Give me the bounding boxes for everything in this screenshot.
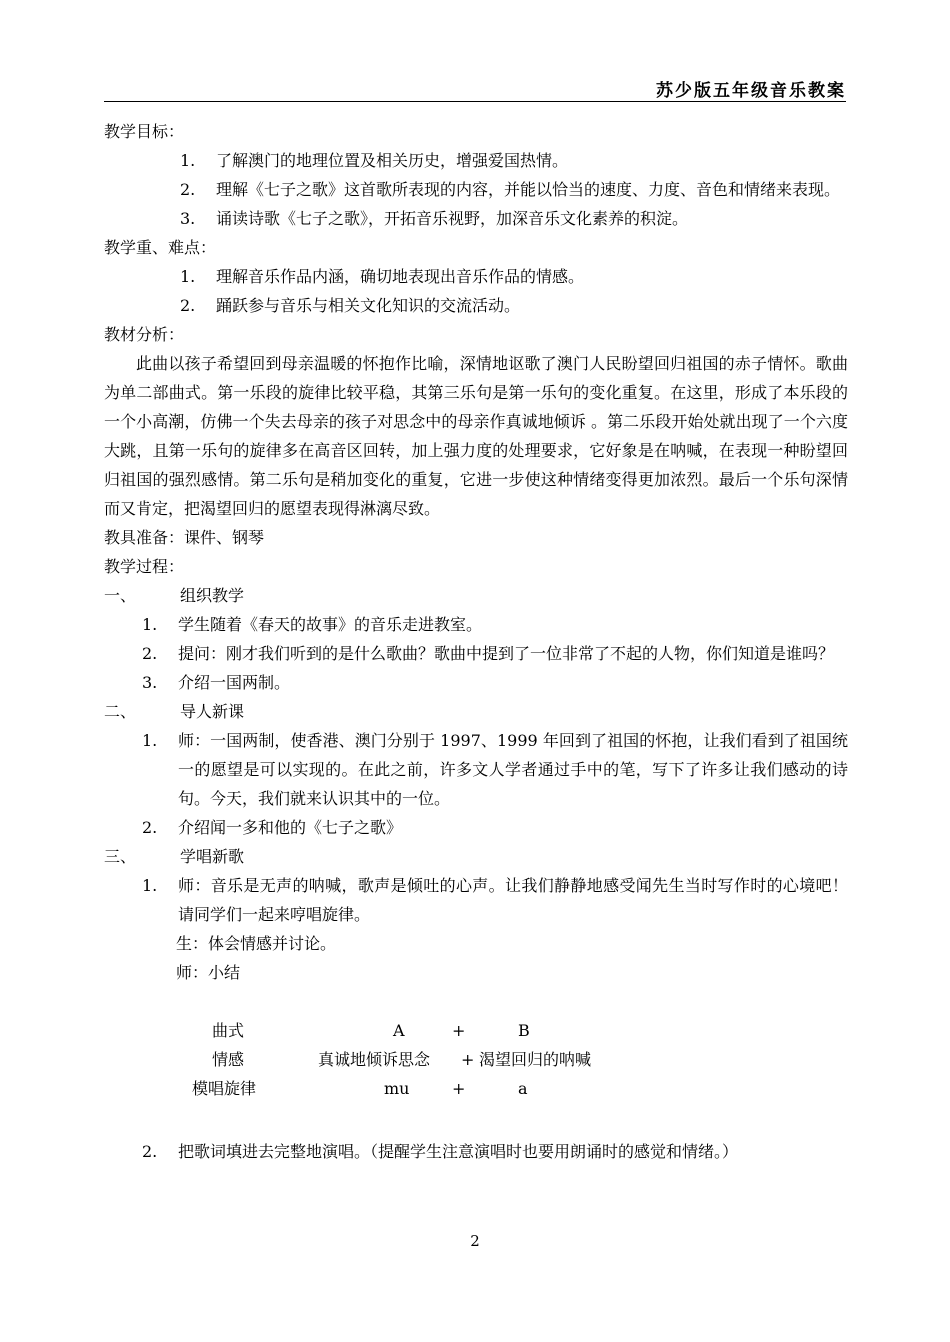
row-label-emotion: 情感 xyxy=(212,1050,245,1069)
student-line: 生：体会情感并讨论。 xyxy=(176,934,337,953)
step-item xyxy=(142,726,848,813)
summary-table xyxy=(104,1016,848,1104)
step-item xyxy=(142,610,848,639)
tools-line: 教具准备：课件、钢琴 xyxy=(104,528,265,547)
step-number: 3. xyxy=(142,673,158,692)
goal-item xyxy=(180,175,848,204)
section-number: 一、 xyxy=(104,586,137,605)
step-number: 2. xyxy=(142,1142,158,1161)
step-text: 提问：刚才我们听到的是什么歌曲？歌曲中提到了一位非常了不起的人物，你们知道是谁吗？ xyxy=(178,644,835,663)
section-list xyxy=(104,871,848,929)
keypoint-item xyxy=(180,291,848,320)
step-text: 介绍闻一多和他的《七子之歌》 xyxy=(178,818,403,837)
form-plus: + xyxy=(452,1021,466,1040)
goal-item xyxy=(180,146,848,175)
goals-list xyxy=(104,146,848,233)
emotion-a: 真诚地倾诉思念 xyxy=(318,1050,431,1069)
step-number: 1. xyxy=(142,615,158,634)
keypoint-number: 2. xyxy=(180,296,196,315)
step-number: 2. xyxy=(142,818,158,837)
step-text: 学生随着《春天的故事》的音乐走进教室。 xyxy=(178,615,483,634)
section-title: 导人新课 xyxy=(180,702,245,721)
section-title: 组织教学 xyxy=(180,586,245,605)
form-a: A xyxy=(393,1021,405,1040)
goal-text: 理解《七子之歌》这首歌所表现的内容，并能以恰当的速度、力度、音色和情绪来表现。 xyxy=(216,180,841,199)
process-heading: 教学过程： xyxy=(104,557,185,576)
melody-b: a xyxy=(518,1079,528,1098)
keypoint-item xyxy=(180,262,848,291)
section-title: 学唱新歌 xyxy=(180,847,245,866)
emotion-b: 渴望回归的呐喊 xyxy=(479,1050,592,1069)
melody-plus: + xyxy=(452,1079,466,1098)
section-number: 三、 xyxy=(104,847,137,866)
header-title: 苏少版五年级音乐教案 xyxy=(656,81,846,101)
section-number: 二、 xyxy=(104,702,137,721)
document-body xyxy=(104,117,848,1166)
step-text: 师：一国两制，使香港、澳门分别于 1997、1999 年回到了祖国的怀抱，让我们看到了祖国统一的愿望是可以实现的。在此之前，许多文人学者通过手中的笔，写下了许多让我们感动的诗句。今天，我们就来认识其中的一位。 xyxy=(178,731,848,808)
step-text: 把歌词填进去完整地演唱。（提醒学生注意演唱时也要用朗诵时的感觉和情绪。） xyxy=(178,1142,739,1161)
step-item xyxy=(142,639,848,668)
step-text: 师：音乐是无声的呐喊，歌声是倾吐的心声。让我们静静地感受闻先生当时写作时的心境吧！请同学们一起来哼唱旋律。 xyxy=(178,876,848,924)
teacher-line: 师：小结 xyxy=(176,963,241,982)
goal-number: 1. xyxy=(180,151,196,170)
step-item xyxy=(142,813,848,842)
step-item xyxy=(142,668,848,697)
section-list xyxy=(104,1137,848,1166)
step-number: 1. xyxy=(142,876,158,895)
process-section-heading xyxy=(104,581,848,610)
goal-text: 诵读诗歌《七子之歌》，开拓音乐视野，加深音乐文化素养的积淀。 xyxy=(216,209,689,228)
analysis-heading: 教材分析： xyxy=(104,325,185,344)
keypoints-heading: 教学重、难点： xyxy=(104,238,217,257)
step-number: 2. xyxy=(142,644,158,663)
melody-a: mu xyxy=(384,1079,410,1098)
goals-heading: 教学目标： xyxy=(104,122,185,141)
header-divider xyxy=(104,101,846,102)
page-number: 2 xyxy=(470,1232,480,1250)
section-list xyxy=(104,726,848,842)
row-label-melody: 模唱旋律 xyxy=(192,1079,257,1098)
goal-number: 2. xyxy=(180,180,196,199)
process-section-heading xyxy=(104,697,848,726)
section-list xyxy=(104,610,848,697)
step-text: 介绍一国两制。 xyxy=(178,673,291,692)
goal-number: 3. xyxy=(180,209,196,228)
analysis-paragraph: 此曲以孩子希望回到母亲温暖的怀抱作比喻，深情地讴歌了澳门人民盼望回归祖国的赤子情怀。歌曲为单二部曲式。第一乐段的旋律比较平稳，其第三乐句是第一乐句的变化重复。在这里，形成了本乐段的一个小高潮，仿佛一个失去母亲的孩子对思念中的母亲作真诚地倾诉 。第二乐段开始处就出现了一个六度大跳，且第一乐句的旋律多在高音区回转，加上强力度的处理要求，它好象是在呐喊，在表现一种盼望回归祖国的强烈感情。第二乐句是稍加变化的重复，它进一步使这种情绪变得更加浓烈。最后一个乐句深情而又肯定，把渴望回归的愿望表现得淋漓尽致。 xyxy=(104,354,848,518)
step-item xyxy=(142,1137,848,1166)
goal-text: 了解澳门的地理位置及相关历史，增强爱国热情。 xyxy=(216,151,569,170)
goal-item xyxy=(180,204,848,233)
form-b: B xyxy=(518,1021,530,1040)
keypoint-number: 1. xyxy=(180,267,196,286)
process-section-heading xyxy=(104,842,848,871)
keypoint-text: 理解音乐作品内涵，确切地表现出音乐作品的情感。 xyxy=(216,267,585,286)
keypoints-list xyxy=(104,262,848,320)
step-number: 1. xyxy=(142,731,158,750)
step-item xyxy=(142,871,848,929)
keypoint-text: 踊跃参与音乐与相关文化知识的交流活动。 xyxy=(216,296,521,315)
emotion-plus: + xyxy=(461,1050,475,1069)
row-label-form: 曲式 xyxy=(212,1021,245,1040)
